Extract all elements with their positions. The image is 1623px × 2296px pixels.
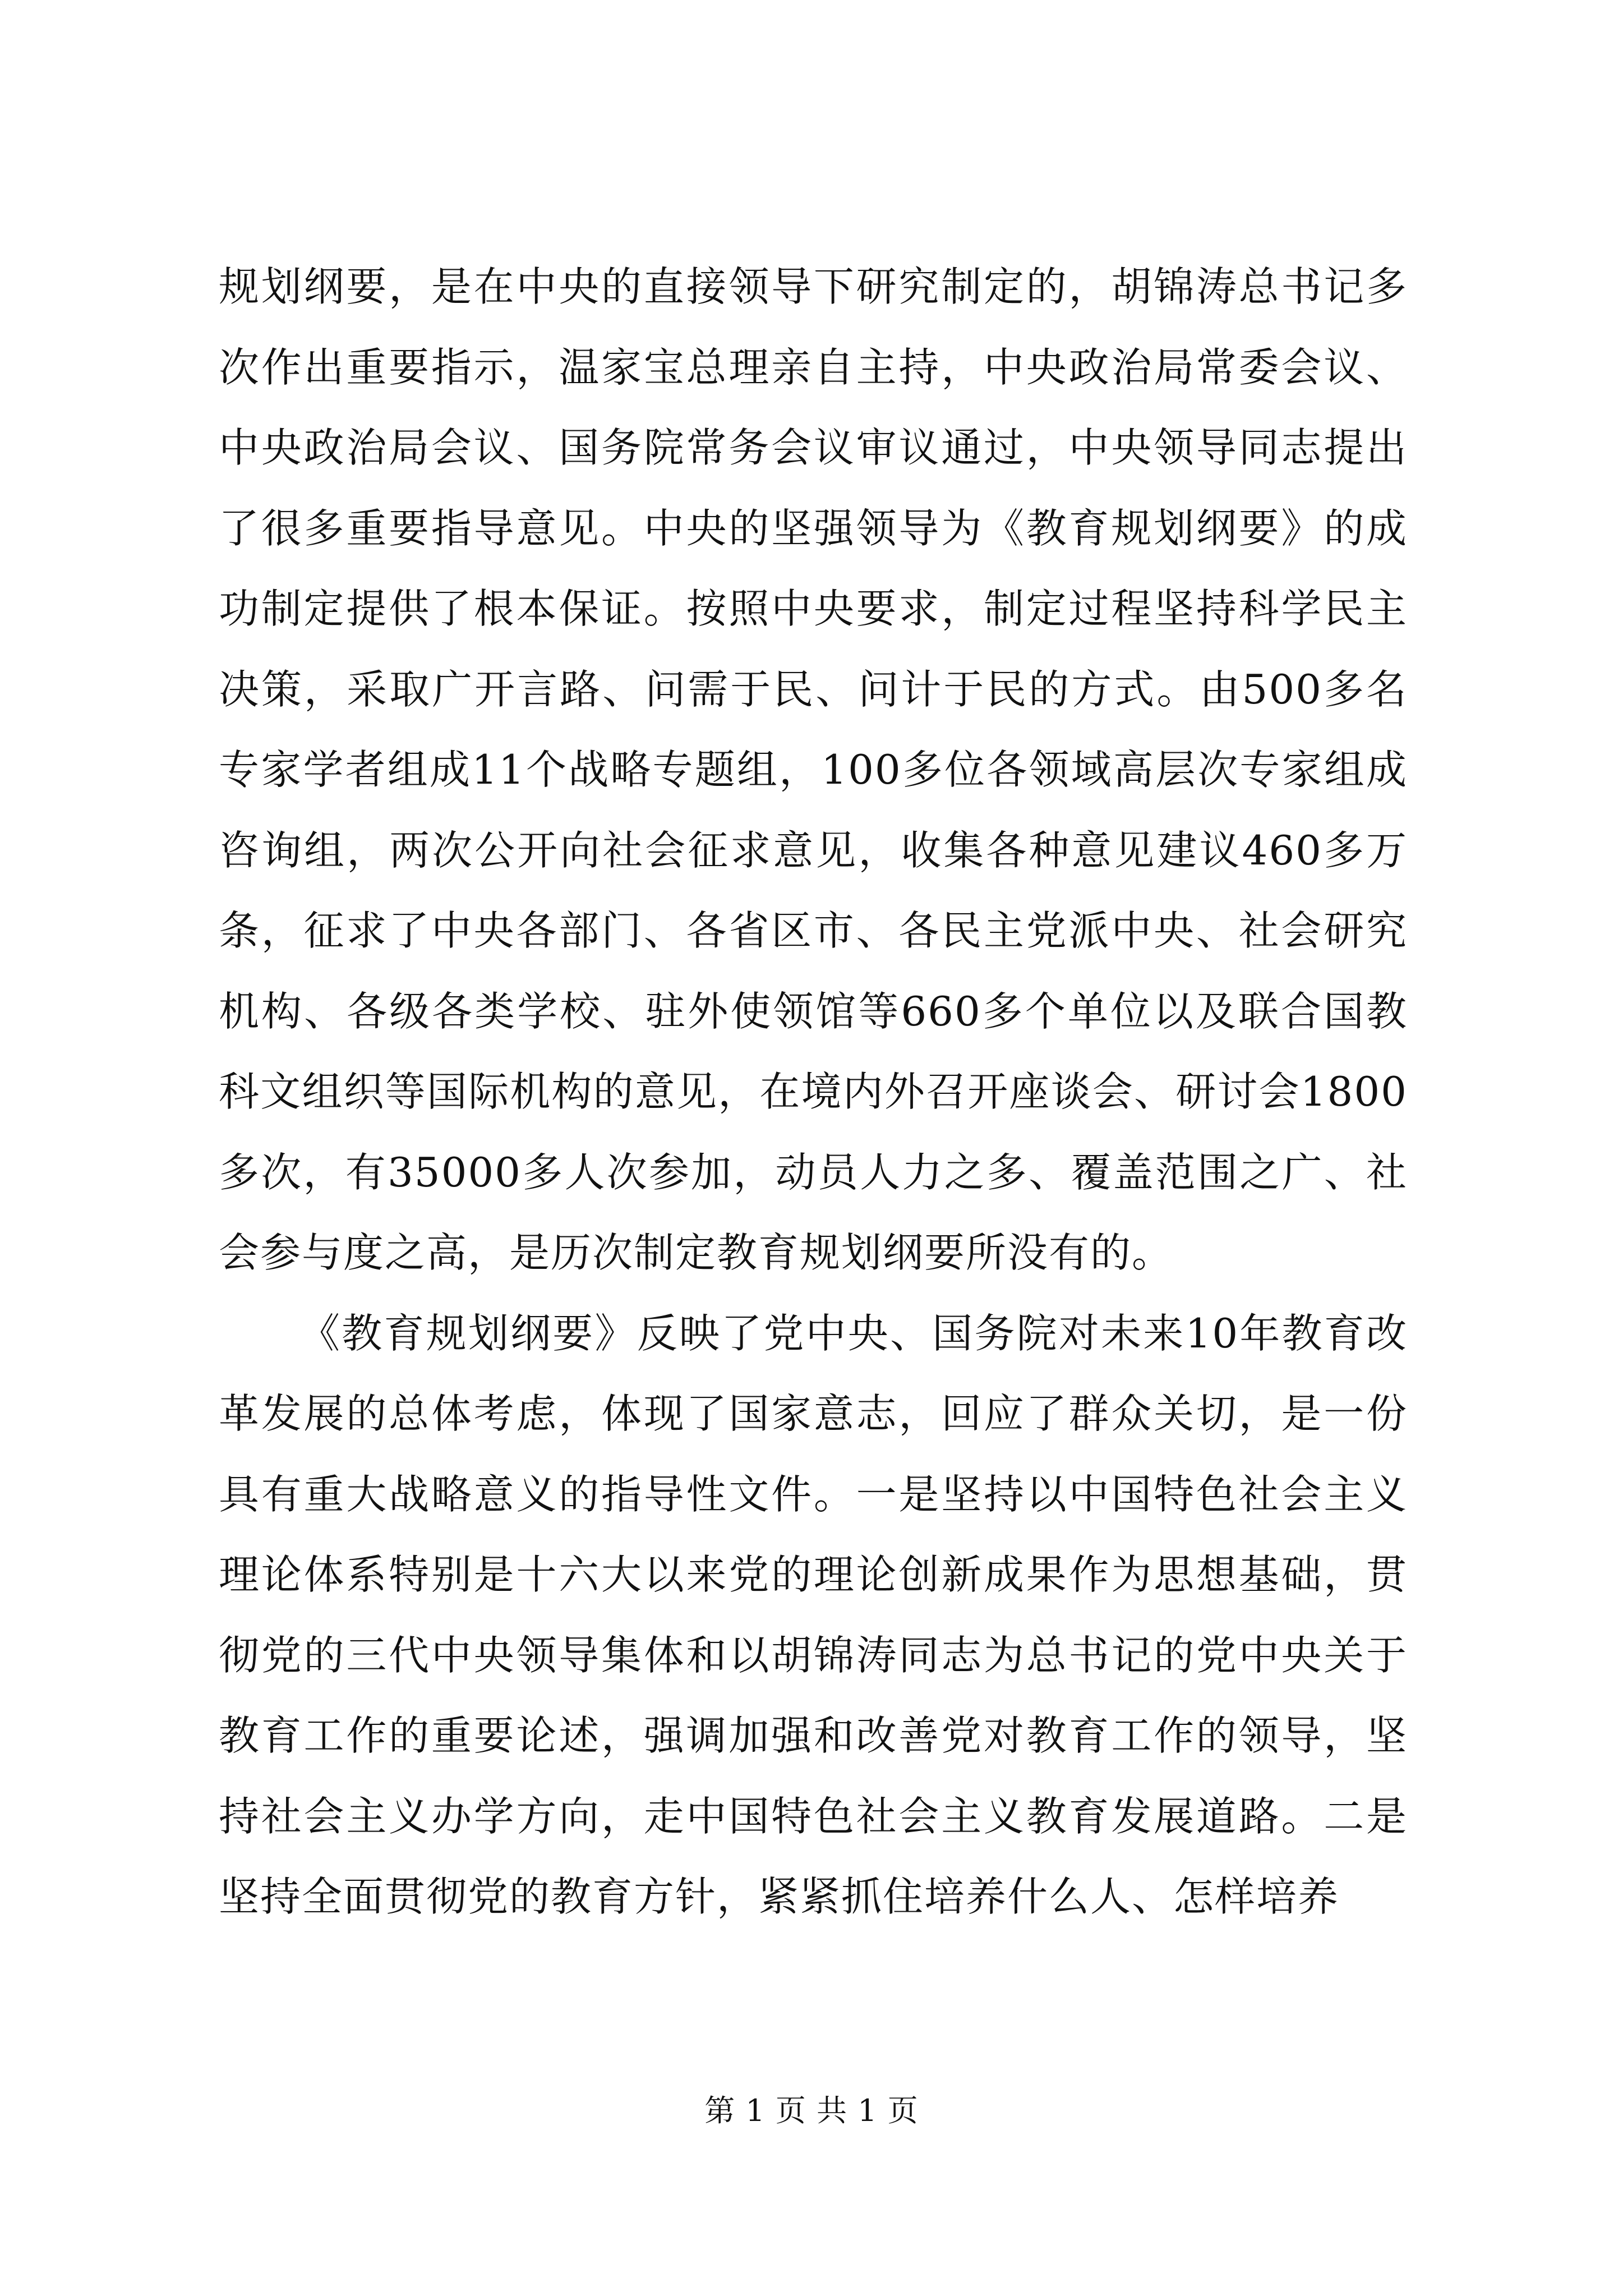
paragraph-1: 规划纲要，是在中央的直接领导下研究制定的，胡锦涛总书记多次作出重要指示，温家宝总理亲自主持，中央政治局常委会议、中央政治局会议、国务院常务会议审议通过，中央领导同志提出了很多重要指导意见。中央的坚强领导为《教育规划纲要》的成功制定提供了根本保证。按照中央要求，制定过程坚持科学民主决策，采取广开言路、问需于民、问计于民的方式。由500多名专家学者组成11个战略专题组，100多位各领域高层次专家组成咨询组，两次公开向社会征求意见，收集各种意见建议460多万条，征求了中央各部门、各省区市、各民主党派中央、社会研究机构、各级各类学校、驻外使领馆等660多个单位以及联合国教科文组织等国际机构的意见，在境内外召开座谈会、研讨会1800多次，有35000多人次参加，动员人力之多、覆盖范围之广、社会参与度之高，是历次制定教育规划纲要所没有的。 — [219, 263, 1408, 1276]
paragraph-2: 《教育规划纲要》反映了党中央、国务院对未来10年教育改革发展的总体考虑，体现了国家意志，回应了群众关切，是一份具有重大战略意义的指导性文件。一是坚持以中国特色社会主义理论体系特别是十六大以来党的理论创新成果作为思想基础，贯彻党的三代中央领导集体和以胡锦涛同志为总书记的党中央关于教育工作的重要论述，强调加强和改善党对教育工作的领导，坚持社会主义办学方向，走中国特色社会主义教育发展道路。二是坚持全面贯彻党的教育方针，紧紧抓住培养什么人、怎样培养 — [219, 1309, 1408, 1920]
page-number-footer: 第 1 页 共 1 页 — [704, 2093, 919, 2128]
document-body — [219, 247, 1408, 1938]
